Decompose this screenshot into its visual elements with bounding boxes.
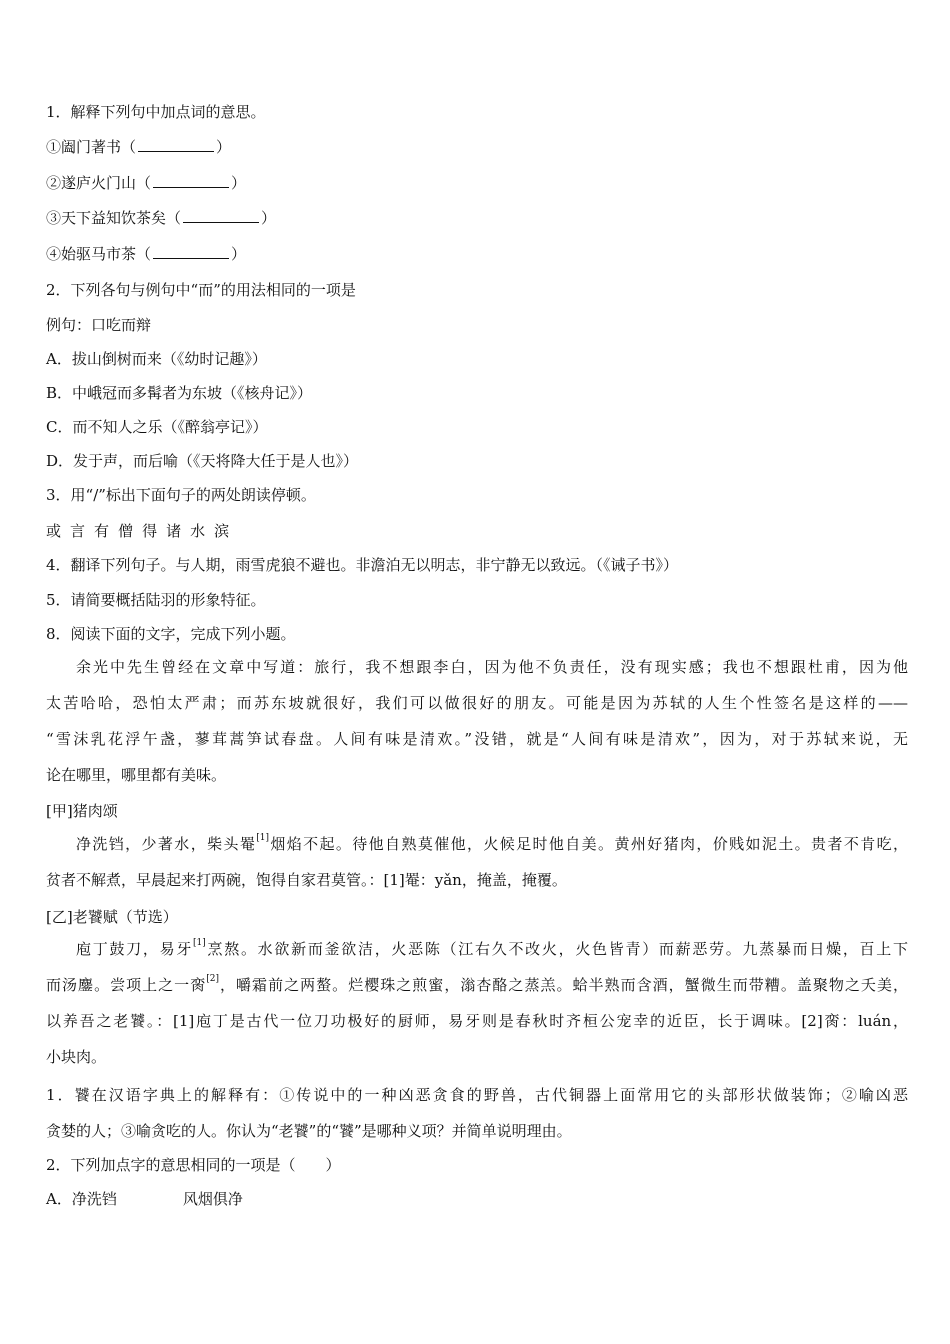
- question-line: 1．饕在汉语字典上的解释有：①传说中的一种凶恶贪食的野兽，古代铜器上面常用它的头部形状做装饰；②喻凶恶: [46, 1086, 908, 1104]
- passage-line: 净洗铛，少著水，柴头罨[1]烟焰不起。待他自熟莫催他，火候足时他自美。黄州好猪肉，价贱如泥土。贵者不肯吃，: [76, 833, 908, 853]
- q4-text: 4．翻译下列句子。与人期，雨雪虎狼不避也。非澹泊无以明志，非宁静无以致远。（《诫子书》）: [46, 556, 679, 574]
- footnote-ref: [1]: [256, 833, 269, 843]
- jia-passage: [46, 833, 908, 905]
- q2-option-b: B．中峨冠而多髯者为东坡（《核舟记》）: [46, 384, 313, 402]
- passage-line: 而汤鏖。尝项上之一脔[2]，嚼霜前之两螯。烂樱珠之煎蜜，滃杏酪之蒸羔。蛤半熟而含酒，蟹微生而带糟。盖聚物之夭美，: [46, 974, 908, 994]
- question-line: 贪婪的人；③喻贪吃的人。你认为“老饕”的“饕”是哪种义项？并简单说明理由。: [46, 1122, 572, 1140]
- q2-option-c: C．而不知人之乐（《醉翁亭记》）: [46, 418, 268, 436]
- q3-char: 或: [46, 522, 62, 540]
- q3-char: 有: [94, 522, 110, 540]
- q2-option-a: A．拔山倒树而来（《幼时记趣》）: [46, 350, 267, 368]
- q1-item-3: ③天下益知饮茶矣（ ）: [46, 209, 277, 227]
- passage-line: 小块肉。: [46, 1048, 107, 1066]
- jia-heading: [甲]猪肉颂: [46, 802, 118, 820]
- q2-option-d: D．发于声，而后喻（《天将降大任于是人也》）: [46, 452, 359, 470]
- q8-title: 8．阅读下面的文字，完成下列小题。: [46, 625, 296, 643]
- answer-blank[interactable]: [153, 173, 229, 188]
- q3-char: 得: [142, 522, 158, 540]
- passage-line: 太苦哈哈，恐怕太严肃；而苏东坡就很好，我们可以做很好的朋友。可能是因为苏轼的人生个性签名是这样的——: [46, 694, 908, 712]
- q3-char: 言: [70, 522, 86, 540]
- q8-intro-passage: [46, 656, 908, 800]
- footnote-ref: [2]: [206, 974, 219, 984]
- answer-blank[interactable]: [153, 244, 229, 259]
- passage-line: 论在哪里，哪里都有美味。: [46, 766, 227, 784]
- q3-char: 僧: [118, 522, 134, 540]
- q8-sub2: 2．下列加点字的意思相同的一项是（ ）: [46, 1156, 341, 1174]
- passage-line: “雪沫乳花浮午盏，蓼茸蒿笋试春盘。人间有味是清欢。”没错，就是“人间有味是清欢”，因为，对于苏轼来说，无: [46, 730, 908, 748]
- footnote-ref: [1]: [193, 938, 206, 948]
- q3-title: 3．用“/”标出下面句子的两处朗读停顿。: [46, 486, 316, 504]
- q3-char: 水: [190, 522, 206, 540]
- q1-title: 1．解释下列句中加点词的意思。: [46, 103, 266, 121]
- q1-item-2: ②遂庐火门山（ ）: [46, 174, 247, 192]
- q5-text: 5．请简要概括陆羽的形象特征。: [46, 591, 266, 609]
- q8-sub2-option-a: A．净洗铛 风烟俱净: [46, 1190, 243, 1208]
- q8-sub1: [46, 1084, 908, 1156]
- q2-example: 例句：口吃而辩: [46, 316, 152, 334]
- passage-line: 贫者不解煮，早晨起来打两碗，饱得自家君莫管。：[1]罨：yǎn，掩盖，掩覆。: [46, 871, 567, 889]
- q1-item-4: ④始驱马市茶（ ）: [46, 245, 247, 263]
- passage-line: 余光中先生曾经在文章中写道：旅行，我不想跟李白，因为他不负责任，没有现实感；我也不想跟杜甫，因为他: [76, 658, 908, 676]
- yi-heading: [乙]老饕赋（节选）: [46, 908, 178, 926]
- q3-sentence: [46, 520, 238, 541]
- q3-char: 诸: [166, 522, 182, 540]
- q3-char: 滨: [214, 522, 230, 540]
- q1-item-1: ①阖门著书（ ）: [46, 138, 232, 156]
- passage-line: 庖丁鼓刀，易牙[1]烹熬。水欲新而釜欲洁，火恶陈（江右久不改火，火色皆青）而薪恶劳。九蒸暴而日燥，百上下: [76, 938, 908, 958]
- yi-passage: [46, 938, 908, 1082]
- passage-line: 以养吾之老饕。：[1]庖丁是古代一位刀功极好的厨师，易牙则是春秋时齐桓公宠幸的近臣，长于调味。[2]脔：luán，: [46, 1012, 908, 1030]
- answer-blank[interactable]: [183, 208, 259, 223]
- answer-blank[interactable]: [138, 137, 214, 152]
- q2-title: 2．下列各句与例句中“而”的用法相同的一项是: [46, 281, 356, 299]
